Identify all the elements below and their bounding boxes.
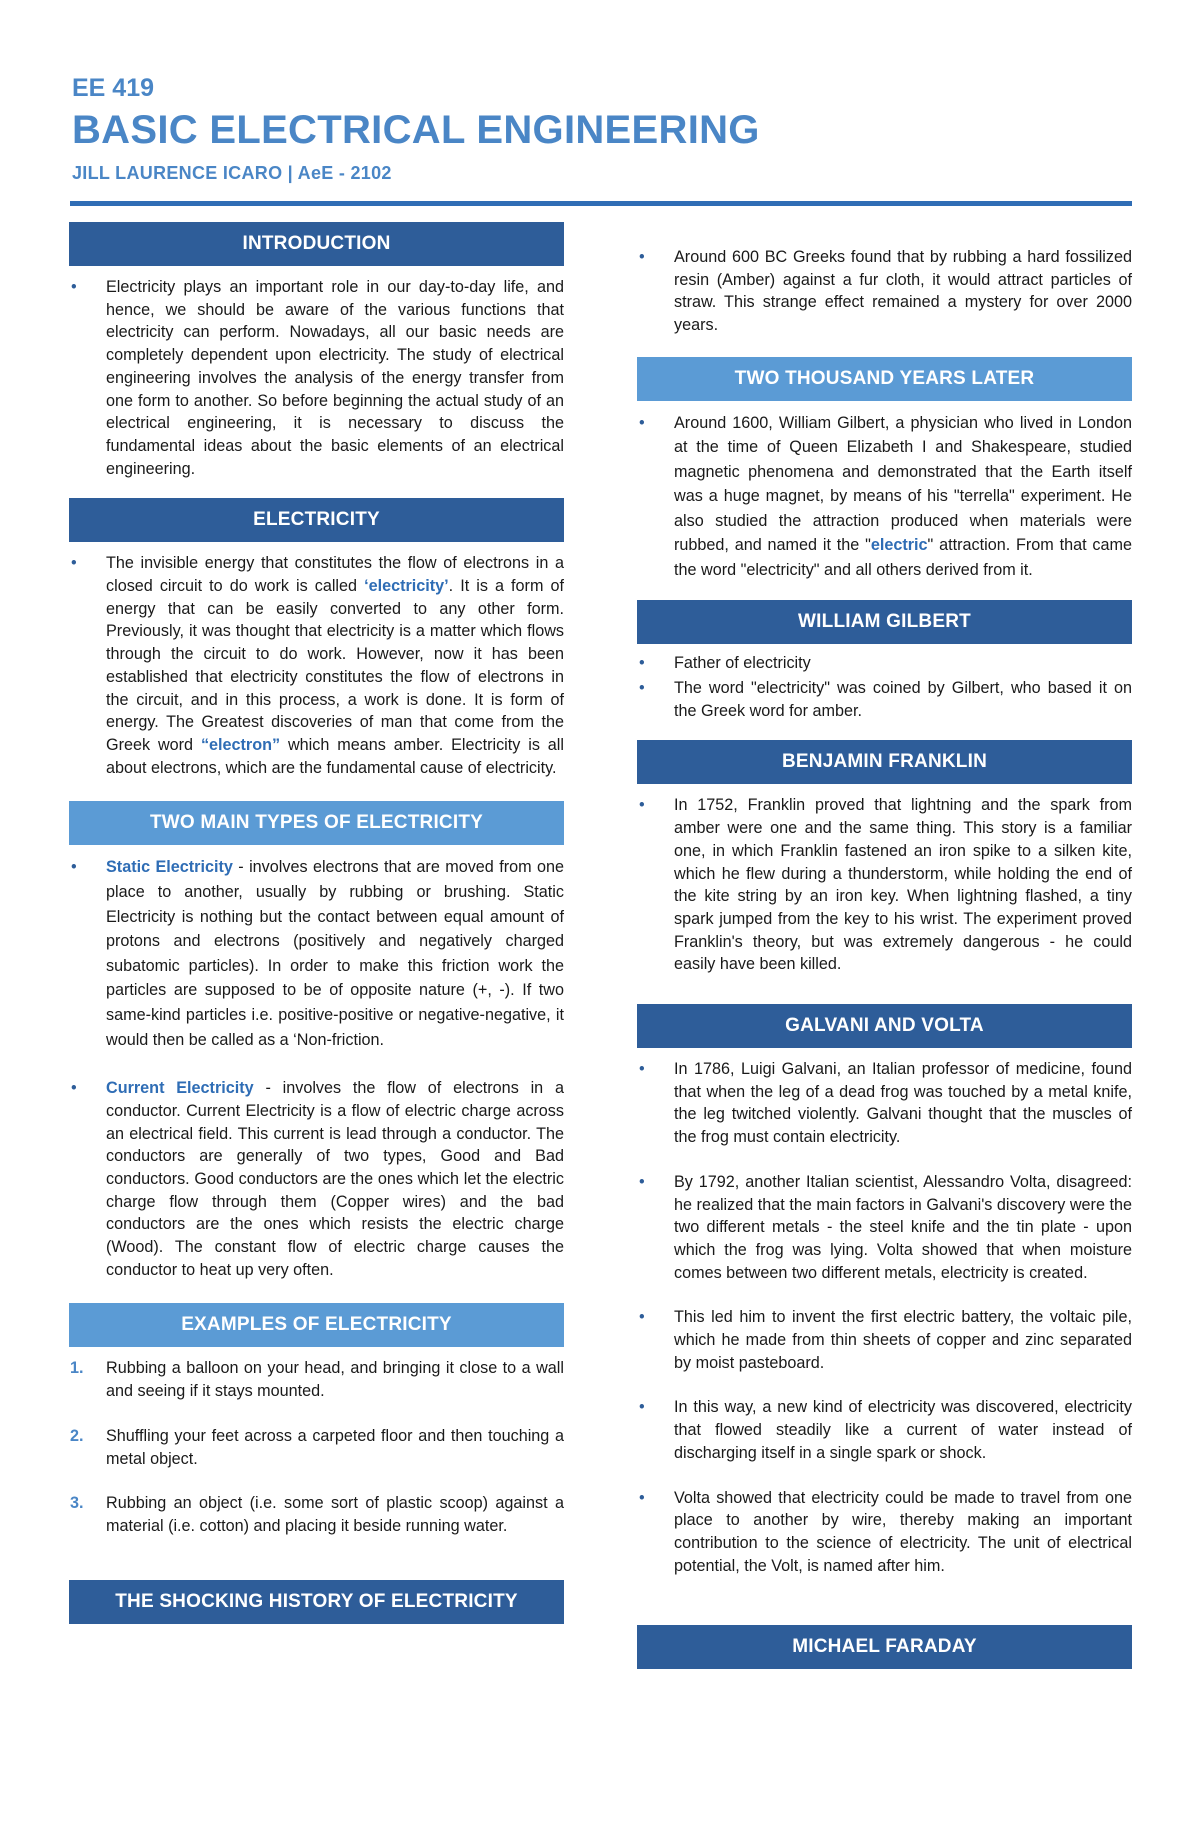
term-electricity: ‘electricity’ <box>364 577 449 596</box>
gilbert-list <box>637 652 1132 722</box>
section-heading-michael-faraday: MICHAEL FARADAY <box>637 1625 1132 1669</box>
list-item-text: By 1792, another Italian scientist, Alessandro Volta, disagreed: he realized that the main factors in Galvani's discovery were the two different metals - the steel knife and the tin plate - upon which the frog was lying. Volta showed that when moisture comes between two different metals, electricity is created. <box>674 1172 1132 1282</box>
greeks-list <box>637 246 1132 337</box>
bullet-icon: • <box>639 1060 645 1079</box>
bullet-icon: • <box>639 1398 645 1417</box>
list-item <box>69 1357 564 1402</box>
bullet-icon: • <box>639 1308 645 1327</box>
gilbert-text-2: " attraction. From that came the word "electricity" and all others derived from it. <box>674 536 1132 579</box>
list-item <box>637 794 1132 976</box>
electricity-text-1: The invisible energy that constitutes the flow of electrons in a closed circuit to do work is called <box>106 554 564 596</box>
section-heading-two-types: TWO MAIN TYPES OF ELECTRICITY <box>69 801 564 845</box>
list-number: 3. <box>70 1494 84 1513</box>
bullet-icon: • <box>639 413 645 432</box>
section-heading-galvani-volta: GALVANI AND VOLTA <box>637 1004 1132 1048</box>
list-item-text: Around 600 BC Greeks found that by rubbing a hard fossilized resin (Amber) against a fur cloth, it would attract particles of straw. This strange effect remained a mystery for over 2000 years. <box>674 248 1132 335</box>
bullet-icon: • <box>71 1079 77 1098</box>
list-item <box>637 1306 1132 1374</box>
franklin-list <box>637 794 1132 976</box>
section-heading-william-gilbert: WILLIAM GILBERT <box>637 600 1132 644</box>
bullet-icon: • <box>71 278 77 296</box>
list-item-text: Father of electricity <box>674 654 811 673</box>
list-item <box>69 855 564 1052</box>
current-electricity-text: - involves the flow of electrons in a conductor. Current Electricity is a flow of electric charge across an electrical field. This current is lead through a conductor. The conductors are generally of two types, Good and Bad conductors. Good conductors are the ones which let the electric charge flow through them (Copper wires) and the bad conductors are the ones which resists the electric charge (Wood). The constant flow of electric charge causes the conductor to heat up very often. <box>106 1079 564 1279</box>
list-item <box>69 1492 564 1537</box>
list-item-text: This led him to invent the first electric battery, the voltaic pile, which he made from thin sheets of copper and zinc separated by moist pasteboard. <box>674 1308 1132 1372</box>
section-heading-electricity: ELECTRICITY <box>69 498 564 542</box>
list-item <box>637 677 1132 722</box>
list-item-text: Rubbing a balloon on your head, and bringing it close to a wall and seeing if it stays mounted. <box>106 1359 564 1401</box>
electricity-text-2: . It is a form of energy that can be easily converted to any other form. Previously, it was thought that electricity is a matter which flows through the circuit to do work. However, now it has been established that electricity constitutes the flow of electrons in the circuit, and in this process, a work is done. It is form of energy. The Greatest discoveries of man that come from the Greek word <box>106 577 564 754</box>
left-column <box>69 222 564 1624</box>
list-item-text: Electricity plays an important role in our day-to-day life, and hence, we should be aware of the various functions that electricity can perform. Nowadays, all our basic needs are completely dependent upon electricity. The study of electrical engineering involves the analysis of the energy transfer from one form to another. So before beginning the actual study of an electrical engineering, it is necessary to discuss the fundamental ideas about the basic elements of an electrical engineering. <box>106 278 564 478</box>
list-number: 2. <box>70 1426 84 1445</box>
gilbert-text-1: Around 1600, William Gilbert, a physician who lived in London at the time of Queen Elizabeth I and Shakespeare, studied magnetic phenomena and demonstrated that the Earth itself was a huge magnet, by means of his "terrella" experiment. He also studied the attraction produced when materials were rubbed, and named it the " <box>674 413 1132 555</box>
two-types-list <box>69 855 564 1281</box>
document-title: BASIC ELECTRICAL ENGINEERING <box>72 108 760 152</box>
electricity-list <box>69 552 564 779</box>
list-item <box>69 276 564 480</box>
bullet-icon: • <box>639 248 645 266</box>
list-item <box>69 1077 564 1281</box>
bullet-icon: • <box>639 679 645 698</box>
list-item <box>637 1487 1132 1578</box>
electricity-text-3: which means amber. Electricity is all about electrons, which are the fundamental cause of electricity. <box>106 735 564 777</box>
term-electric: electric <box>870 536 928 555</box>
list-item-text: Volta showed that electricity could be made to travel from one place to another by wire, thereby making an important contribution to the science of electricity. The unit of electrical potential, the Volt, is named after him. <box>674 1488 1132 1575</box>
right-column <box>637 222 1132 1669</box>
author-line: JILL LAURENCE ICARO | AeE - 2102 <box>72 163 392 183</box>
document-header <box>72 74 1132 184</box>
header-divider <box>70 201 1132 206</box>
list-item-text: In 1752, Franklin proved that lightning and the spark from amber were one and the same thing. This story is a familiar one, in which Franklin fastened an iron spike to a silken kite, which he flew during a thunderstorm, while holding the end of the kite string by an iron key. When lightning flashed, a tiny spark jumped from the key to his wrist. The experiment proved Franklin's theory, but was extremely dangerous - he could easily have been killed. <box>674 796 1132 974</box>
list-item <box>69 552 564 779</box>
section-heading-benjamin-franklin: BENJAMIN FRANKLIN <box>637 740 1132 784</box>
bullet-icon: • <box>639 654 645 673</box>
bullet-icon: • <box>639 796 645 815</box>
course-code: EE 419 <box>72 74 155 102</box>
list-item <box>637 411 1132 583</box>
list-item-text: The word "electricity" was coined by Gilbert, who based it on the Greek word for amber. <box>674 679 1132 720</box>
static-electricity-text: - involves electrons that are moved from one place to another, usually by rubbing or brushing. Static Electricity is nothing but the contact between equal amount of protons and electrons (positively and negatively charged subatomic particles). In order to make this friction work the particles are supposed to be of opposite nature (+, -). If two same-kind particles i.e. positive-positive or negative-negative, it would then be called as a ‘Non-friction. <box>106 858 564 1049</box>
term-static-electricity: Static Electricity <box>106 858 233 877</box>
examples-list <box>69 1357 564 1537</box>
introduction-list <box>69 276 564 480</box>
section-heading-history: THE SHOCKING HISTORY OF ELECTRICITY <box>69 1580 564 1624</box>
section-heading-introduction: INTRODUCTION <box>69 222 564 266</box>
bullet-icon: • <box>71 858 77 877</box>
list-item-text: Shuffling your feet across a carpeted floor and then touching a metal object. <box>106 1426 564 1468</box>
bullet-icon: • <box>71 554 77 573</box>
list-item <box>69 1425 564 1470</box>
list-item-text: In this way, a new kind of electricity was discovered, electricity that flowed steadily like a current of water instead of discharging itself in a single spark or shock. <box>674 1398 1132 1462</box>
list-item-text: Rubbing an object (i.e. some sort of plastic scoop) against a material (i.e. cotton) and placing it beside running water. <box>106 1494 564 1535</box>
list-item <box>637 246 1132 337</box>
list-item <box>637 1171 1132 1285</box>
list-item-text: In 1786, Luigi Galvani, an Italian professor of medicine, found that when the leg of a dead frog was touched by a metal knife, the leg twitched violently. Galvani thought that the muscles of the frog must contain electricity. <box>674 1060 1132 1147</box>
list-item <box>637 1058 1132 1149</box>
list-item <box>637 652 1132 675</box>
bullet-icon: • <box>639 1172 645 1191</box>
list-number: 1. <box>70 1359 84 1378</box>
term-electron: “electron” <box>200 735 281 754</box>
galvani-list <box>637 1058 1132 1577</box>
two-thousand-list <box>637 411 1132 583</box>
list-item <box>637 1396 1132 1464</box>
bullet-icon: • <box>639 1488 645 1507</box>
term-current-electricity: Current Electricity <box>106 1079 254 1098</box>
section-heading-examples: EXAMPLES OF ELECTRICITY <box>69 1303 564 1347</box>
section-heading-two-thousand-years: TWO THOUSAND YEARS LATER <box>637 357 1132 401</box>
